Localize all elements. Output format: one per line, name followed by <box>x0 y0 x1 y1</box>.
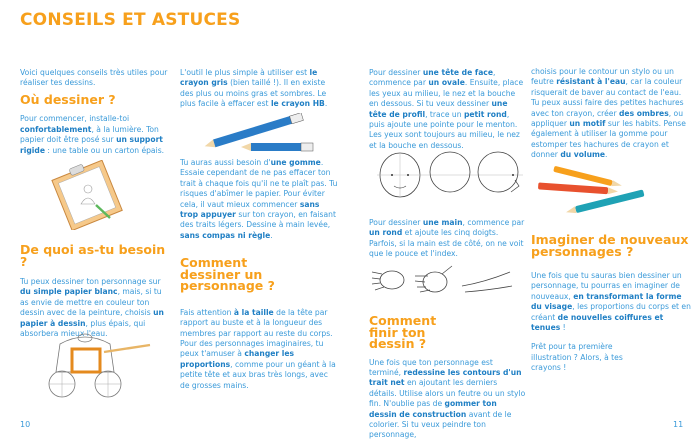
paragraph-contour: choisis pour le contour un stylo ou un feutre résistant à l'eau, car la couleur risquerait de baver au contact de l'eau. Tu peux aussi faire des petites hachures avec ton crayon, créer des ombres, ou appliquer un motif sur les habits. Pense également à utiliser la gomme pour estomper tes hachures de crayon et donner du volume. <box>531 67 686 160</box>
paragraph-finir: Une fois que ton personnage est terminé, redessine les contours d'un trait net en ajoutant les derniers détails. Utilise alors un feutre ou un stylo fin. N'oublie pas de gommer ton dessin de construction avant de le colorier. Si tu veux peindre ton personnage, <box>369 357 526 440</box>
heading-imaginer: Imaginer de nouveaux personnages ? <box>531 232 689 259</box>
page-title: CONSEILS ET ASTUCES <box>20 10 241 30</box>
heading-comment-dessiner: Comment dessiner un personnage ? <box>180 255 275 294</box>
paragraph-crayon-gris: L'outil le plus simple à utiliser est le crayon gris (bien taillé !). Il en existe des plus ou moins gras et sombres. Le plus facile à effacer est le crayon HB. <box>180 68 328 109</box>
colored-pencils-illustration <box>535 165 650 215</box>
column-4 <box>531 67 691 161</box>
intro-text: Voici quelques conseils très utiles pour réaliser tes dessins. <box>20 68 168 88</box>
column-3-lower <box>369 315 527 441</box>
heads-illustration <box>375 150 525 200</box>
heading-comment-finir: Comment finir ton dessin ? <box>369 313 437 351</box>
column-4-lower <box>531 234 691 374</box>
column-2 <box>180 68 335 110</box>
page-number-right: 11 <box>673 420 684 429</box>
column-3-middle <box>369 218 527 260</box>
heading-de-quoi-besoin: De quoi as-tu besoin ? <box>20 242 166 269</box>
carriage-illustration <box>40 332 155 402</box>
paragraph-imaginer: Une fois que tu sauras bien dessiner un personnage, tu pourras en imaginer de nouveaux, en transformant la forme du visage, les proportions du corps et en créant de nouvelles coiffures et tenues ! <box>531 271 691 333</box>
column-2-middle <box>180 158 338 391</box>
clipboard-illustration <box>48 160 128 230</box>
paragraph-main: Pour dessiner une main, commence par un rond et ajoute les cinq doigts. Parfois, si la main est de côté, on ne voit que le pouce et l'index. <box>369 218 525 259</box>
paragraph-de-quoi-besoin: Tu peux dessiner ton personnage sur du simple papier blanc, mais, si tu as envie de mettre en couleur ton dessin avec de la peinture, choisis un papier à dessin, plus épais, qui absorbera mieux l'eau. <box>20 277 164 339</box>
paragraph-tete: Pour dessiner une tête de face, commence par un ovale. Ensuite, place les yeux au milieu, le nez et la bouche en dessous. Si tu veux dessiner une tête de profil, trace un petit rond, puis ajoute une pointe pour le menton. Les yeux sont toujours au milieu, le nez et la bouche en dessous. <box>369 68 524 150</box>
paragraph-pret: Prêt pour ta première illustration ? Alors, à tes crayons ! <box>531 342 623 373</box>
page-number-left: 10 <box>20 420 31 429</box>
heading-ou-dessiner: Où dessiner ? <box>20 91 116 107</box>
column-3 <box>369 68 527 151</box>
paragraph-gomme: Tu auras aussi besoin d'une gomme. Essaie cependant de ne pas effacer ton trait à chaque fois qu'il ne te plaît pas. Tu risques d'abîmer le papier. Pour éviter cela, il vaut mieux commencer sans trop appuyer sur ton crayon, en faisant des traits légers. Dessine à main levée, sans compas ni règle. <box>180 158 338 240</box>
column-1 <box>20 68 170 156</box>
paragraph-proportions: Fais attention à la taille de la tête par rapport au buste et à la longueur des membres par rapport au reste du corps. Pour des personnages imaginaires, tu peux t'amuser à changer les proportions, comme pour un géant à la petite tête et aux bras très longs, avec de grosses mains. <box>180 307 336 390</box>
hands-illustration <box>370 262 520 300</box>
column-1-lower <box>20 244 172 339</box>
paragraph-ou-dessiner: Pour commencer, installe-toi confortablement, à la lumière. Ton papier doit être posé sur un support rigide : une table ou un carton épais. <box>20 114 165 155</box>
pencils-hb-illustration <box>195 113 315 158</box>
